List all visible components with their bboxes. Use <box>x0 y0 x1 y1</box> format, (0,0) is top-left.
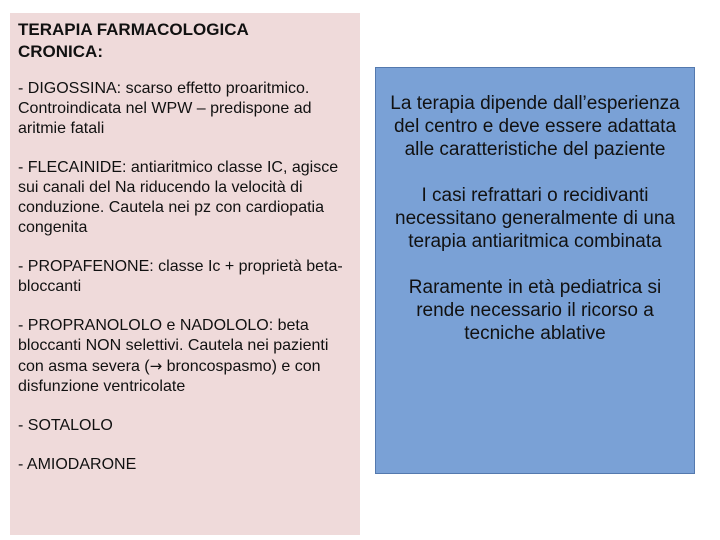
drug-item-propranololo-text-start: - PROPRANOLOLO e NADOLOLO: beta bloccanti NON selettivi. Cautela nei pazienti con asma severa ( <box>18 317 329 375</box>
drug-item-flecainide: - FLECAINIDE: antiaritmico classe IC, agisce sui canali del Na riducendo la velocità di conduzione. Cautela nei pz con cardiopatia congenita <box>18 159 339 236</box>
drug-item-amiodarone: - AMIODARONE <box>18 456 137 473</box>
drug-item-digossina: - DIGOSSINA: scarso effetto proaritmico. Controindicata nel WPW – predispone ad aritmie fatali <box>18 80 312 137</box>
chronic-therapy-title: TERAPIA FARMACOLOGICA CRONICA: <box>18 20 249 61</box>
arrow-right-icon: → <box>149 357 163 375</box>
note-refractory-cases: I casi refrattari o recidivanti necessitano generalmente di una terapia antiaritmica combinata <box>395 185 675 252</box>
drug-item-sotalolo: - SOTALOLO <box>18 417 113 434</box>
drug-item-propafenone: - PROPAFENONE: classe Ic + proprietà beta-bloccanti <box>18 258 343 295</box>
drug-item-propranololo-text-end: broncospasmo) e con disfunzione ventricolate <box>18 358 321 395</box>
drug-item-propranololo <box>18 316 352 397</box>
notes-panel <box>375 67 695 474</box>
note-ablation: Raramente in età pediatrica si rende necessario il ricorso a tecniche ablative <box>408 277 662 344</box>
chronic-therapy-panel <box>10 13 360 535</box>
note-center-experience: La terapia dipende dall’esperienza del centro e deve essere adattata alle caratteristiche del paziente <box>390 93 680 160</box>
